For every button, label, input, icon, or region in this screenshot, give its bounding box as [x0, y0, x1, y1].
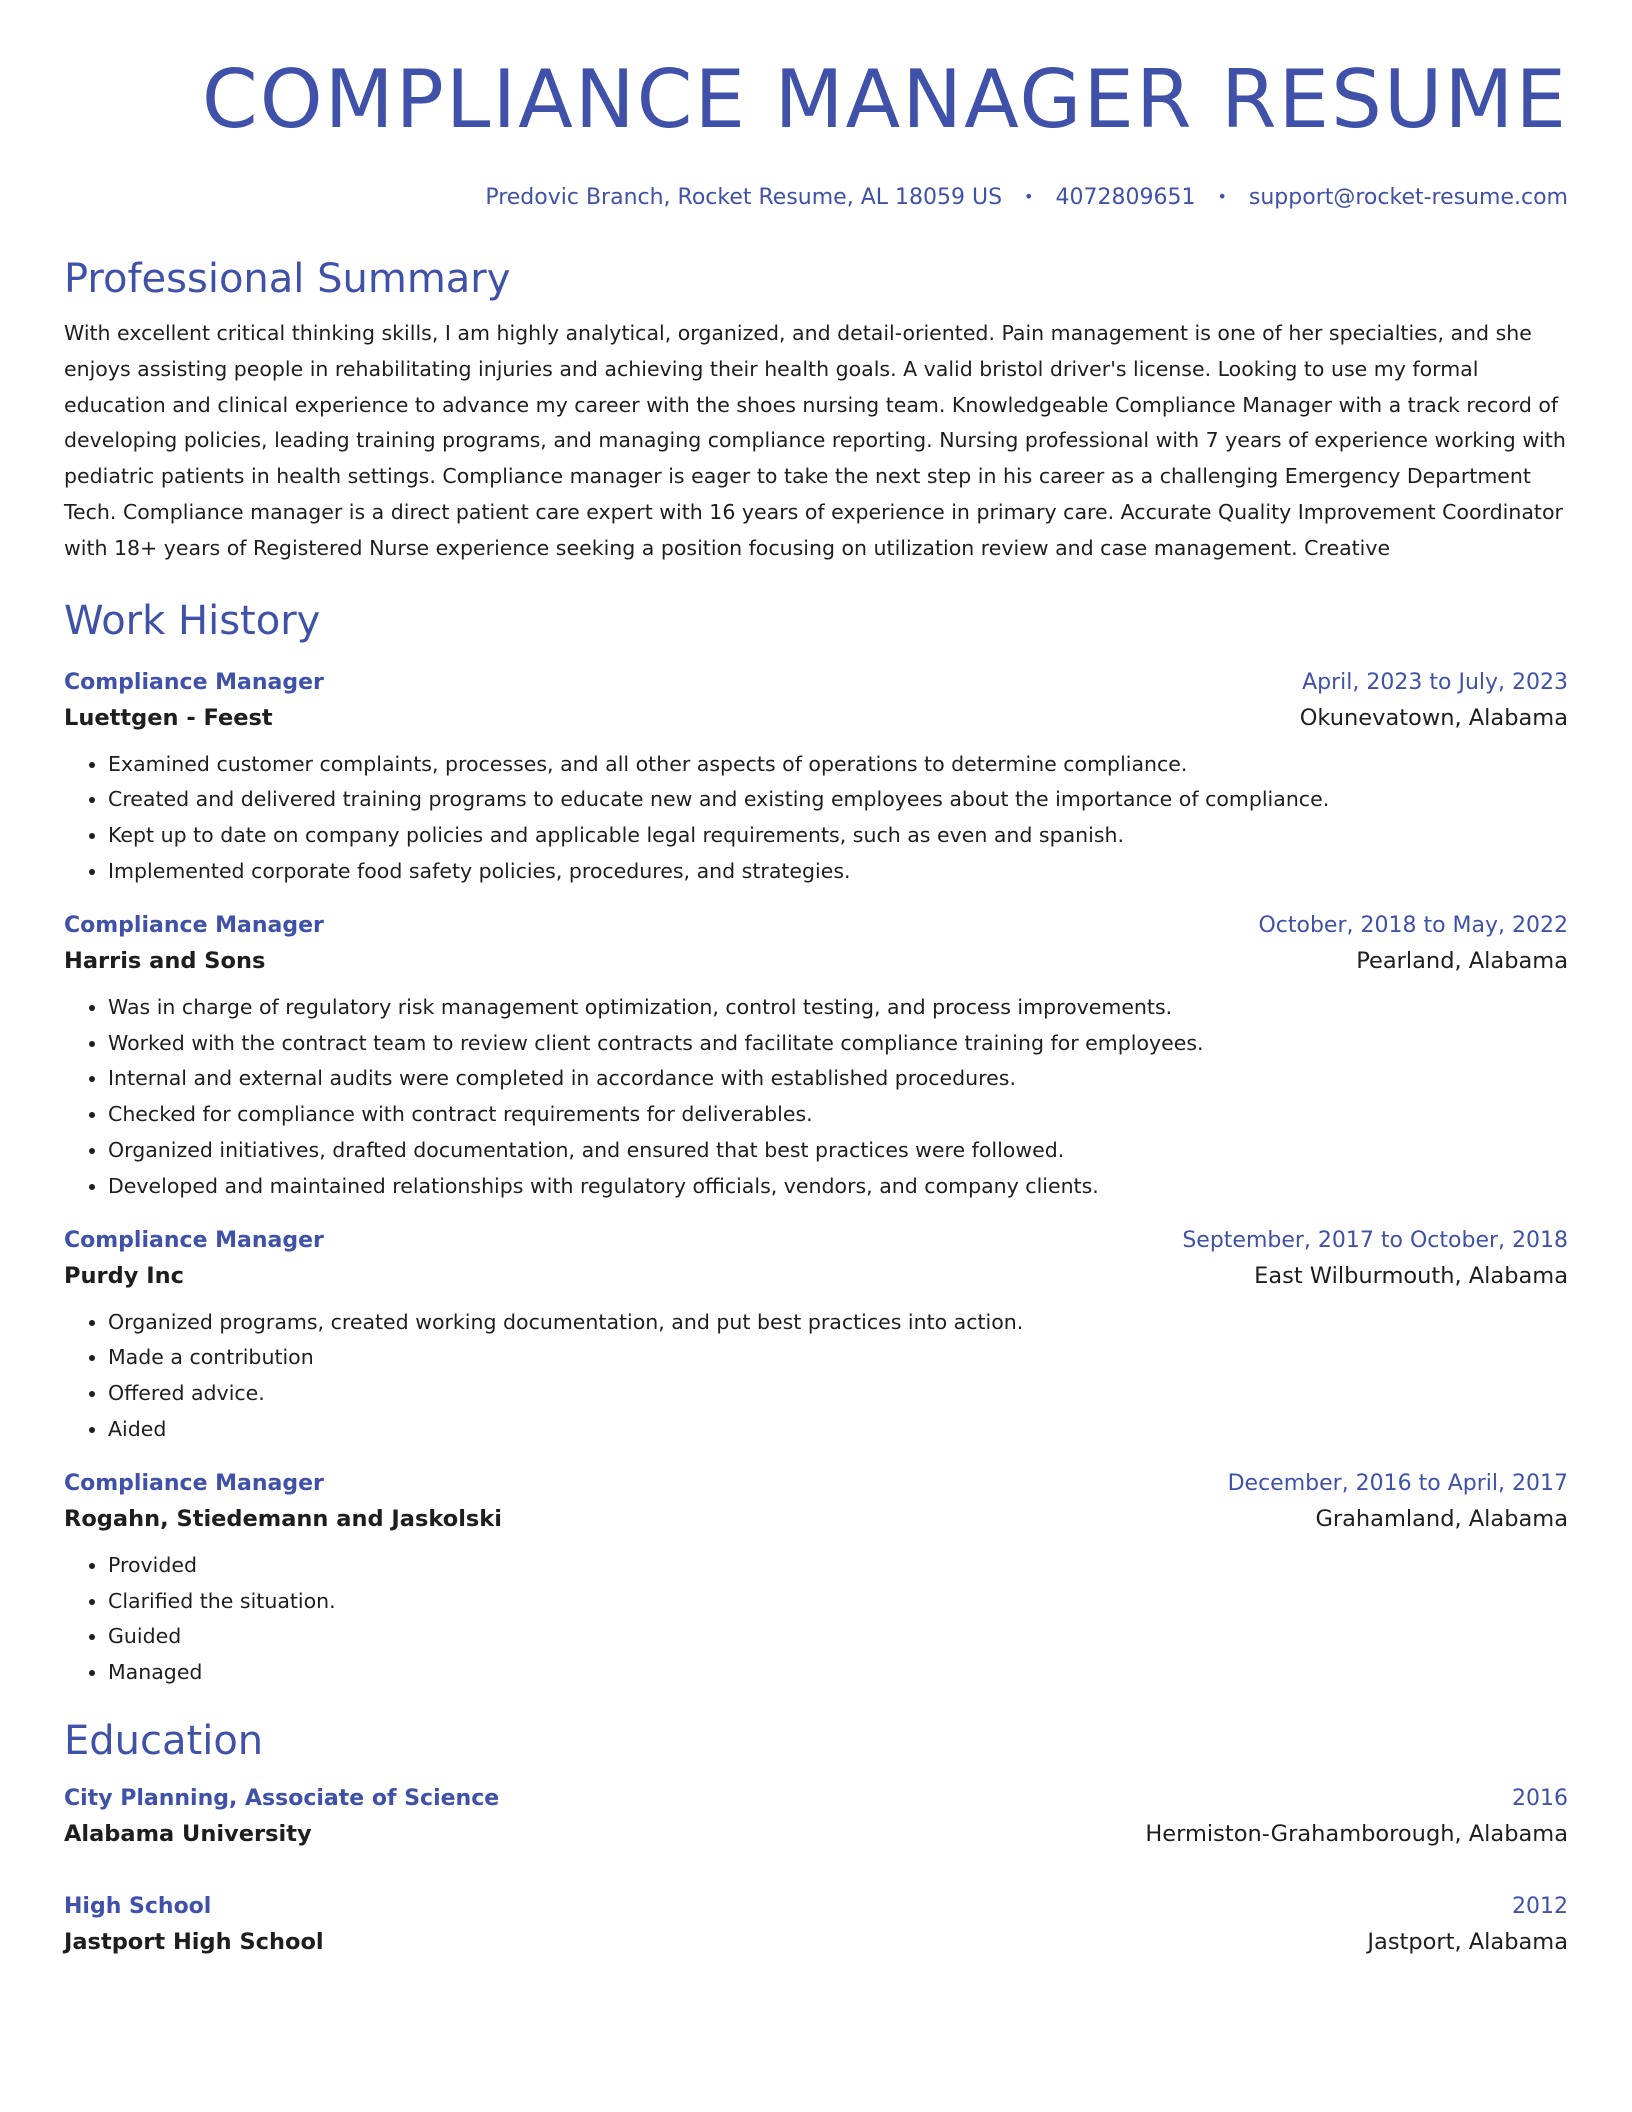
job-bullets — [64, 747, 1568, 890]
job-location: Pearland, Alabama — [1356, 947, 1568, 974]
education-degree: High School — [64, 1893, 212, 1919]
job-bullet: • Kept up to date on company policies and applicable legal requirements, such as even and spanish. — [108, 818, 1568, 854]
education-school: Alabama University — [64, 1820, 312, 1847]
contact-phone: 4072809651 — [1055, 185, 1196, 210]
job-location: Grahamland, Alabama — [1315, 1505, 1568, 1532]
job-dates: December, 2016 to April, 2017 — [1227, 1470, 1568, 1496]
contact-address: Predovic Branch, Rocket Resume, AL 18059 US — [485, 185, 1003, 210]
education-entry — [64, 1891, 1568, 1961]
job-bullet: • Organized initiatives, drafted documentation, and ensured that best practices were followed. — [108, 1133, 1568, 1169]
job-title: Compliance Manager — [64, 669, 324, 695]
job-bullet: • Examined customer complaints, processes, and all other aspects of operations to determine compliance. — [108, 747, 1568, 783]
contact-line — [64, 182, 1568, 213]
work-history-list — [64, 667, 1568, 1691]
summary-heading: Professional Summary — [64, 256, 511, 302]
job-bullet: • Guided — [108, 1619, 1568, 1655]
education-heading: Education — [64, 1717, 264, 1764]
job-bullet: • Offered advice. — [108, 1376, 1568, 1412]
education-year: 2016 — [1512, 1785, 1568, 1811]
job-entry — [64, 667, 1568, 890]
job-dates: October, 2018 to May, 2022 — [1258, 912, 1568, 938]
contact-separator: • — [1217, 187, 1227, 206]
education-location: Hermiston-Grahamborough, Alabama — [1145, 1820, 1568, 1847]
contact-email: support@rocket-resume.com — [1248, 185, 1568, 210]
job-dates: April, 2023 to July, 2023 — [1302, 669, 1568, 695]
contact-separator: • — [1024, 187, 1034, 206]
job-entry — [64, 1225, 1568, 1448]
summary-text: With excellent critical thinking skills, I am highly analytical, organized, and detail-oriented. Pain management is one of her specialties, and she enjoys assisting people in rehabilitating injuries and achieving their health goals. A valid bristol driver's license. Looking to use my formal education and clinical experience to advance my career with the shoes nursing team. Knowledgeable Compliance Manager with a track record of developing policies, leading training programs, and managing compliance reporting. Nursing professional with 7 years of experience working with pediatric patients in health settings. Compliance manager is eager to take the next step in his career as a challenging Emergency Department Tech. Compliance manager is a direct patient care expert with 16 years of experience in primary care. Accurate Quality Improvement Coordinator with 18+ years of Registered Nurse experience seeking a position focusing on utilization review and case management. Creative — [64, 321, 1566, 560]
job-company: Rogahn, Stiedemann and Jaskolski — [64, 1505, 502, 1532]
job-title: Compliance Manager — [64, 912, 324, 938]
education-entry — [64, 1783, 1568, 1853]
job-company: Purdy Inc — [64, 1262, 184, 1289]
job-bullet: • Internal and external audits were completed in accordance with established procedures. — [108, 1061, 1568, 1097]
job-entry — [64, 910, 1568, 1205]
job-bullet: • Provided — [108, 1548, 1568, 1584]
job-bullet: • Aided — [108, 1412, 1568, 1448]
job-bullet: • Developed and maintained relationships with regulatory officials, vendors, and company clients. — [108, 1169, 1568, 1205]
job-bullets — [64, 1548, 1568, 1691]
job-company: Luettgen - Feest — [64, 704, 273, 731]
education-year: 2012 — [1512, 1893, 1568, 1919]
education-school: Jastport High School — [64, 1928, 324, 1955]
job-company: Harris and Sons — [64, 947, 266, 974]
job-bullet: • Managed — [108, 1655, 1568, 1691]
job-bullet: • Made a contribution — [108, 1340, 1568, 1376]
job-bullet: • Implemented corporate food safety policies, procedures, and strategies. — [108, 854, 1568, 890]
resume-title: COMPLIANCE MANAGER RESUME — [201, 53, 1568, 146]
job-dates: September, 2017 to October, 2018 — [1182, 1227, 1568, 1253]
job-bullet: • Created and delivered training programs to educate new and existing employees about the importance of compliance. — [108, 782, 1568, 818]
job-bullet: • Was in charge of regulatory risk management optimization, control testing, and process improvements. — [108, 990, 1568, 1026]
job-bullet: • Organized programs, created working documentation, and put best practices into action. — [108, 1305, 1568, 1341]
job-title: Compliance Manager — [64, 1227, 324, 1253]
job-location: East Wilburmouth, Alabama — [1254, 1262, 1568, 1289]
education-location: Jastport, Alabama — [1367, 1928, 1568, 1955]
job-bullet: • Clarified the situation. — [108, 1584, 1568, 1620]
job-title: Compliance Manager — [64, 1470, 324, 1496]
job-bullets — [64, 990, 1568, 1205]
job-bullet: • Worked with the contract team to review client contracts and facilitate compliance training for employees. — [108, 1026, 1568, 1062]
job-entry — [64, 1468, 1568, 1691]
work-history-heading: Work History — [64, 597, 321, 644]
education-degree: City Planning, Associate of Science — [64, 1785, 500, 1811]
job-location: Okunevatown, Alabama — [1299, 704, 1568, 731]
job-bullet: • Checked for compliance with contract requirements for deliverables. — [108, 1097, 1568, 1133]
job-bullets — [64, 1305, 1568, 1448]
